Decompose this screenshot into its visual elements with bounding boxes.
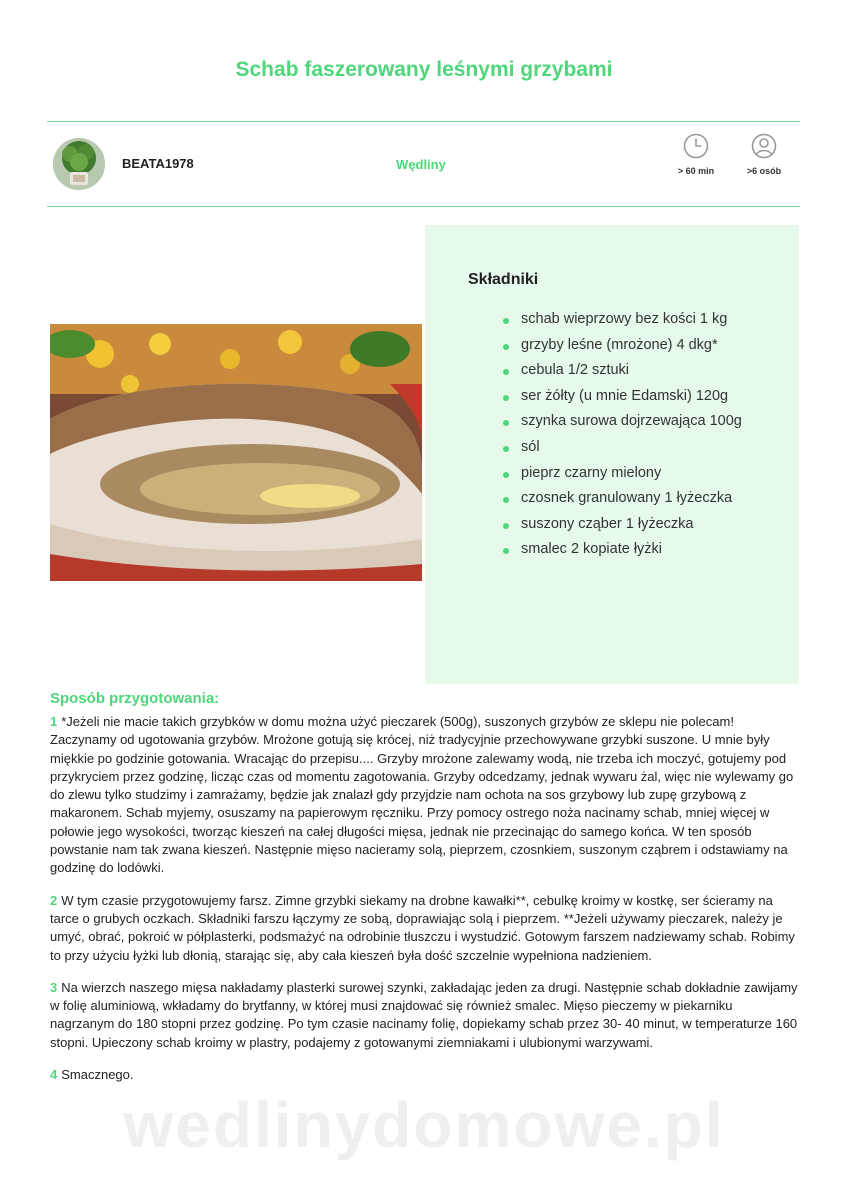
prep-time	[676, 133, 716, 177]
ingredient-item: pieprz czarny mielony	[503, 461, 773, 487]
ingredient-item: ser żółty (u mnie Edamski) 120g	[503, 384, 773, 410]
servings-value: >6 osób	[746, 166, 782, 176]
ingredient-item: sól	[503, 435, 773, 461]
method-step	[50, 979, 800, 1052]
ingredient-item: cebula 1/2 sztuki	[503, 358, 773, 384]
ingredient-item: suszony cząber 1 łyżeczka	[503, 512, 773, 538]
header-divider-top	[47, 121, 800, 122]
category-link[interactable]: Wędliny	[396, 157, 446, 172]
step-text: *Jeżeli nie macie takich grzybków w domu można użyć pieczarek (500g), suszonych grzybów ze sklepu nie polecam! Zaczynamy od ugotowania grzybów. Mrożone gotują się krócej, niż tradycyjnie przechowywane grzybki suszone. U mnie były miękkie po godzinie gotowania. Wracając do przepisu.... Grzyby mrożone zalewamy wodą, nie trzeba ich moczyć, gotujemy pod przykryciem przez godzinę, licząc czas od momentu zagotowania. Grzyby odcedzamy, jednak wywaru żal, więc nie wylewamy go do zlewu tylko studzimy i zamrażamy, będzie jak znalazł gdy przyjdzie nam ochota na sos grzybowy lub zupę grzybową z makaronem. Schab myjemy, osuszamy na papierowym ręczniku. Przy pomocy ostrego noża nacinamy schab, mniej więcej w połowie jego wysokości, tworząc kieszeń na całej długości mięsa, jednak nie przecinając do samego końca. W ten sposób powstanie nam tak zwana kieszeń. Następnie mięso nacieramy solą, pieprzem, czosnkiem, suszonym cząbrem i odstawiamy na godzinę do lodówki.	[50, 714, 794, 876]
author-avatar[interactable]	[53, 138, 105, 190]
header-divider-bottom	[47, 206, 800, 207]
user-icon	[751, 133, 777, 159]
ingredient-item: czosnek granulowany 1 łyżeczka	[503, 486, 773, 512]
step-number: 4	[50, 1067, 58, 1083]
method-title: Sposób przygotowania:	[50, 690, 220, 707]
ingredients-list	[503, 307, 773, 563]
ingredient-item: szynka surowa dojrzewająca 100g	[503, 409, 773, 435]
ingredient-item: grzyby leśne (mrożone) 4 dkg*	[503, 333, 773, 359]
step-number: 1	[50, 714, 58, 729]
prep-time-value: > 60 min	[677, 166, 715, 176]
step-number: 2	[50, 892, 58, 908]
step-text: Na wierzch naszego mięsa nakładamy plasterki surowej szynki, zakładając jeden za drugi. Następnie schab dokładnie zawijamy w folię aluminiową, wkładamy do brytfanny, w której musi znajdować się również smalec. Mięso pieczemy w piekarniku nagrzanym do 180 stopni przez godzinę. Po tym czasie nacinamy folię, dopiekamy schab przez 30- 40 minut, w temperaturze 160 stopni. Upieczony schab kroimy w plastry, podajemy z gotowanymi ziemniakami i ulubionymi warzywami.	[50, 979, 798, 1050]
recipe-title: Schab faszerowany leśnymi grzybami	[235, 58, 613, 81]
servings	[738, 133, 790, 177]
method-steps	[50, 713, 800, 1098]
ingredient-item: smalec 2 kopiate łyżki	[503, 537, 773, 563]
author-name[interactable]: BEATA1978	[122, 156, 194, 171]
recipe-photo	[50, 324, 422, 581]
step-number: 3	[50, 979, 58, 995]
ingredients-title: Składniki	[468, 271, 539, 288]
ingredient-item: schab wieprzowy bez kości 1 kg	[503, 307, 773, 333]
ingredients-panel	[425, 225, 799, 684]
site-watermark: wedlinydomowe.pl	[123, 1089, 725, 1161]
step-text: Smacznego.	[61, 1067, 134, 1083]
method-step	[50, 713, 800, 878]
clock-icon	[683, 133, 709, 159]
step-text: W tym czasie przygotowujemy farsz. Zimne grzybki siekamy na drobne kawałki**, cebulkę kroimy w kostkę, ser ścieramy na tarce o grubych oczkach. Składniki farszu łączymy ze sobą, doprawiając solą i pieprzem. **Jeżeli używamy pieczarek, należy je umyć, obrać, pokroić w półplasterki, podsmażyć na odrobinie tłuszczu i wystudzić. Gotowym farszem nadziewamy schab. Robimy to przy użyciu łyżki lub dłonią, starając się, aby cała kieszeń była dość szczelnie wypełniona nadzieniem.	[50, 892, 795, 963]
method-step	[50, 892, 800, 965]
method-step	[50, 1066, 800, 1084]
